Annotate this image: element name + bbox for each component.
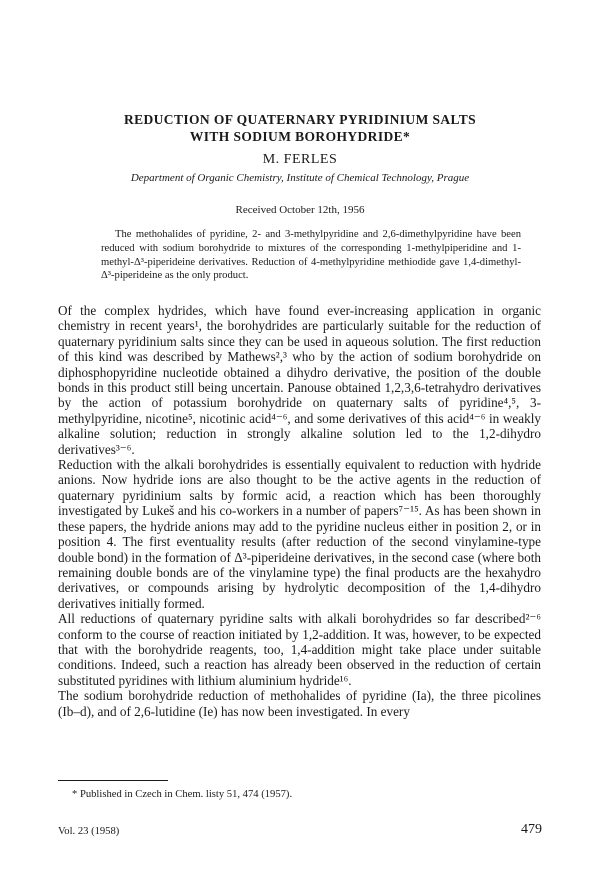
article-title [0,111,600,145]
article-body [58,303,541,719]
body-paragraph-1: Of the complex hydrides, which have found ever-increasing application in organic chemistry in recent years¹, the borohydrides are particularly suitable for the reduction of quaternary pyridinium salts since they can be used in aqueous solution. The first reduction of this kind was described by Mathews²,³ who by the action of sodium borohydride on diphosphopyridine nucleotide obtained a dihydro derivative, the position of the double bonds in this product still being uncertain. Panouse obtained 1,2,3,6-tetrahydro derivatives by the action of potassium borohydride on quaternary salts of pyridine⁴,⁵, 3-methylpyridine, nicotine⁵, nicotinic acid⁴⁻⁶, and some derivatives of this acid⁴⁻⁶ in weakly alkaline solution; reduction in strongly alkaline solution led to the 1,2-dihydro derivatives³⁻⁶. [58,303,541,457]
volume-label: Vol. 23 (1958) [58,826,120,837]
abstract: The methohalides of pyridine, 2- and 3-methylpyridine and 2,6-dimethylpyridine have been reduced with sodium borohydride to mixtures of the corresponding 1-methylpiperidine and 1-methyl-Δ³-piperideine derivatives. Reduction of 4-methylpyridine methiodide gave 1,4-dimethyl-Δ³-piperideine as the only product. [101,229,521,282]
footnote-divider [58,780,168,781]
body-paragraph-2: Reduction with the alkali borohydrides is essentially equivalent to reduction with hydride anions. Now hydride ions are also thought to be the active agents in the reduction of quaternary pyridinium salts by formic acid, a reaction which has been thoroughly investigated by Lukeš and his co-workers in a number of papers⁷⁻¹⁵. As has been shown in these papers, the hydride anions may add to the pyridine nucleus either in position 2, or in position 4. The first eventuality results (after reduction of the second vinylamine-type double bond) in the formation of Δ³-piperideine derivatives, in the second case (where both remaining double bonds are of the vinylamine type) the final products are the hexahydro derivatives, or compounds arising by hydrolytic decomposition of the 1,4-dihydro derivatives initially formed. [58,457,541,611]
title-line-2: WITH SODIUM BOROHYDRIDE* [189,129,411,144]
footnote: * Published in Czech in Chem. listy 51, 474 (1957). [72,789,293,800]
title-line-1: REDUCTION OF QUATERNARY PYRIDINIUM SALTS [123,112,477,127]
received-date: Received October 12th, 1956 [235,204,365,216]
page-number: 479 [521,822,542,837]
body-paragraph-4: The sodium borohydride reduction of methohalides of pyridine (Ia), the three picolines (Ib–d), and of 2,6-lutidine (Ie) has now been investigated. In every [58,688,541,719]
author-name: M. FERLES [262,152,338,167]
author-affiliation: Department of Organic Chemistry, Institute of Chemical Technology, Prague [130,172,470,184]
body-paragraph-3: All reductions of quaternary pyridine salts with alkali borohydrides so far described²⁻⁶ conform to the course of reaction initiated by 1,2-addition. It was, however, to be expected that with the borohydride reagents, too, 1,4-addition might take place under suitable conditions. Indeed, such a reaction has already been observed in the reduction of certain substituted pyridines with lithium aluminium hydride¹⁶. [58,611,541,688]
